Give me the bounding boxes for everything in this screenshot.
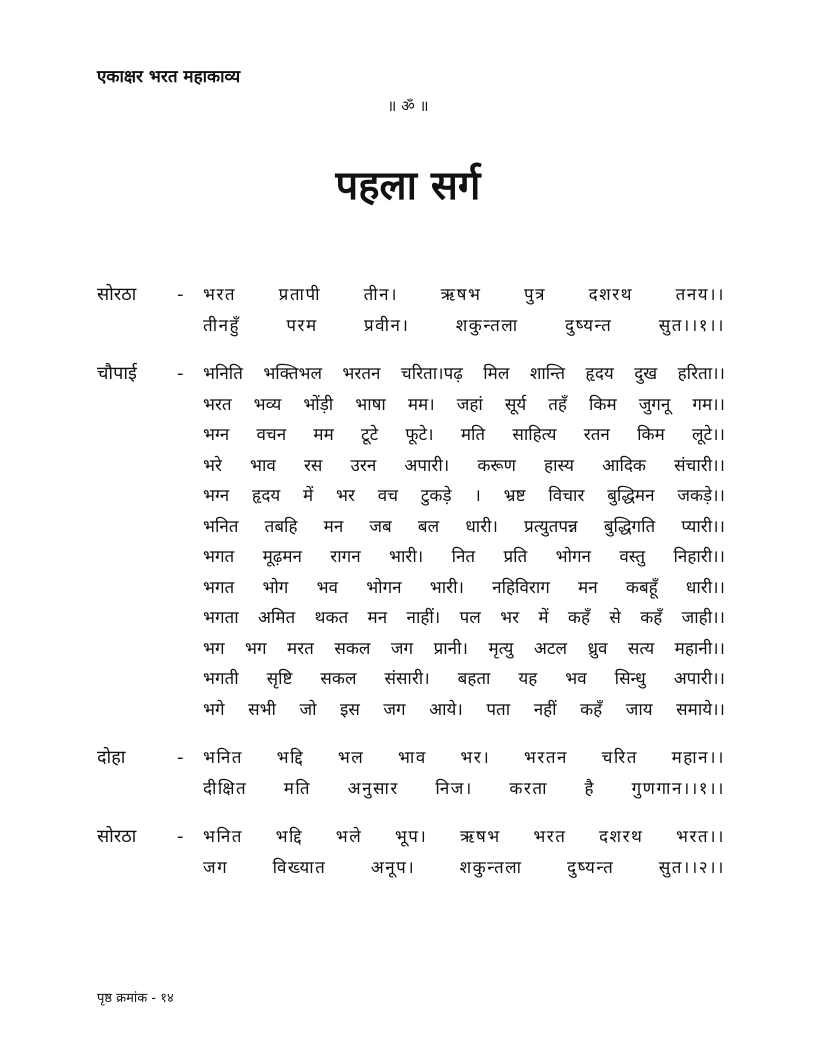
stanza-list	[97, 280, 725, 901]
verse-line: भरत प्रतापी तीन। ऋषभ पुत्र दशरथ तनय।।	[203, 285, 725, 305]
verse-line: भगती सृष्टि सकल संसारी। बहता यह भव सिन्धु अपारी।।	[203, 669, 725, 689]
meter-label: चौपाई	[97, 363, 137, 384]
verse-line: दीक्षित मति अनुसार निज। करता है गुणगान।।१।।	[203, 778, 725, 799]
meter-label: दोहा	[97, 747, 126, 768]
verse-line: भग भग मरत सकल जग प्रानी। मृत्यु अटल ध्रुव सत्य महानी।।	[203, 638, 725, 659]
verse-lines	[203, 743, 725, 804]
verse-line: भनित भद्दि भल भाव भर। भरतन चरित महान।।	[203, 748, 725, 768]
meter-label: सोरठा	[97, 826, 137, 847]
meter-dash: -	[177, 284, 184, 305]
meter-label: सोरठा	[97, 284, 137, 305]
book-title: एकाक्षर भरत महाकाव्य	[97, 67, 241, 87]
verse-line: जग विख्यात अनूप। शकुन्तला दुष्यन्त सुत।।२।।	[203, 857, 725, 878]
verse-line: भरत भव्य भोंड़ी भाषा मम। जहां सूर्य तहँ किम जुगनू गम।।	[203, 394, 725, 415]
stanza	[97, 359, 725, 725]
chapter-title: पहला सर्ग	[335, 163, 481, 209]
verse-line: भनिति भक्तिभल भरतन चरिता।पढ़ मिल शान्ति हृदय दुख हरिता।।	[203, 364, 725, 384]
stanza	[97, 743, 725, 804]
meter-dash: -	[177, 747, 184, 768]
verse-line: भगत मूढ़मन रागन भारी। नित प्रति भोगन वस्तु निहारी।।	[203, 547, 725, 567]
verse-line: भनित भद्दि भले भूप। ऋषभ भरत दशरथ भरत।।	[203, 827, 725, 847]
verse-line: भनित तबहि मन जब बल धारी। प्रत्युतपन्न बुद्धिगति प्यारी।।	[203, 516, 725, 537]
meter-dash: -	[177, 826, 184, 847]
verse-line: भगत भोग भव भोगन भारी। नहिविराग मन कबहूँ धारी।।	[203, 577, 725, 598]
verse-lines	[203, 359, 725, 725]
verse-line: भरे भाव रस उरन अपारी। करूण हास्य आदिक संचारी।।	[203, 455, 725, 476]
verse-line: भग्न हृदय में भर वच टुकड़े । भ्रष्ट विचार बुद्धिमन जकड़े।।	[203, 486, 725, 506]
meter-dash: -	[177, 363, 184, 384]
verse-line: भगता अमित थकत मन नाहीं। पल भर में कहँ से कहँ जाही।।	[203, 608, 725, 628]
verse-line: तीनहुँ परम प्रवीन। शकुन्तला दुष्यन्त सुत।।१।।	[203, 315, 725, 336]
stanza	[97, 822, 725, 883]
verse-lines	[203, 280, 725, 341]
invocation: ॥ ॐ ॥	[387, 97, 429, 115]
verse-line: भगे सभी जो इस जग आये। पता नहीं कहँ जाय समाये।।	[203, 699, 725, 720]
stanza	[97, 280, 725, 341]
page-number: पृष्ठ क्रमांक - १४	[97, 991, 174, 1006]
verse-line: भग्न वचन मम टूटे फूटे। मति साहित्य रतन किम लूटे।।	[203, 425, 725, 445]
verse-lines	[203, 822, 725, 883]
